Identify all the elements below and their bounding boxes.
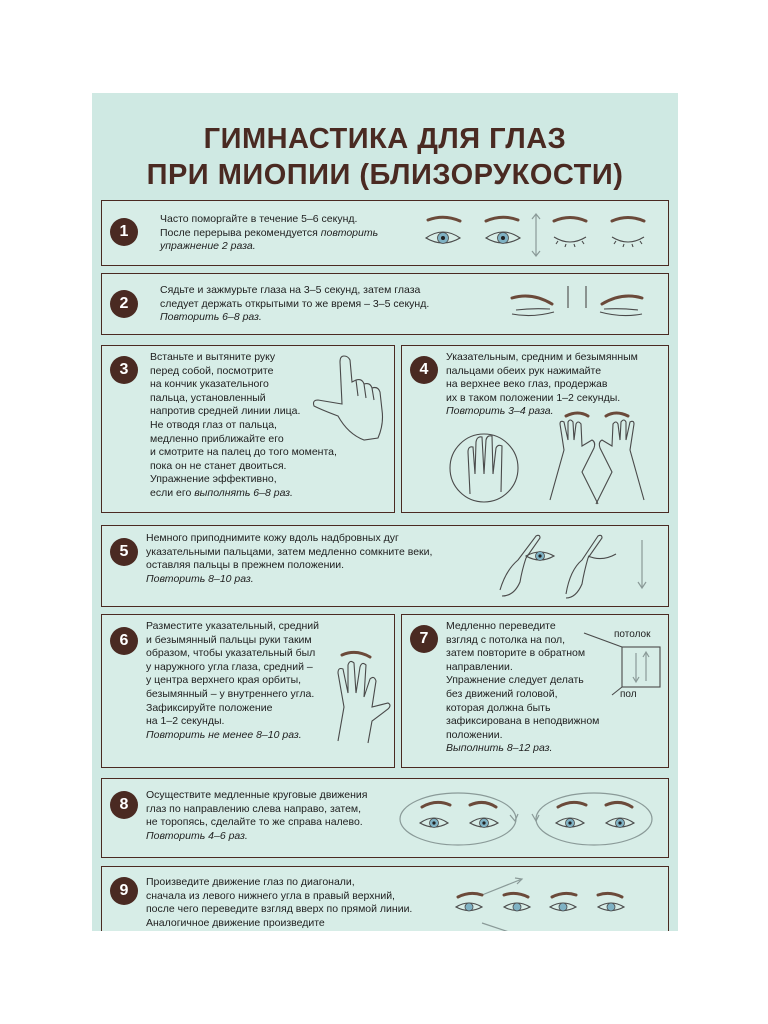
arrow-icon bbox=[633, 652, 649, 682]
exercise-number-badge: 4 bbox=[410, 356, 438, 384]
eye-icon bbox=[420, 818, 448, 828]
exercise-number-badge: 9 bbox=[110, 877, 138, 905]
exercise-card-7 bbox=[401, 614, 669, 768]
exercise-card-9 bbox=[101, 866, 669, 931]
diagonal-motion-illustration bbox=[452, 873, 652, 931]
exercise-text: Разместите указательный, средний и безымянный пальцы руки таким образом, чтобы указательный был у наружного угла глаза, средний – у центра верхнего края орбиты, безымянный – у внутреннего угла. Зафиксируйте положение на 1–2 секунды. Повторить не менее 8–10 раз. bbox=[146, 620, 320, 741]
exercise-text: Встаньте и вытяните руку перед собой, посмотрите на кончик указательного пальца, установленный напротив средней линии лица. Не отводя глаз от пальца, медленно приближайте его и смотрите на палец до того момента, пока он не станет двоиться. Упражнение эффективно, если его выполнять 6–8 раз. bbox=[150, 351, 337, 499]
circular-motion-illustration bbox=[396, 785, 658, 851]
eye-icon bbox=[556, 818, 584, 828]
eye-icon bbox=[598, 893, 624, 911]
exercise-number-badge: 3 bbox=[110, 356, 138, 384]
closed-eye-icon bbox=[600, 296, 642, 316]
exercise-text: Произведите движение глаз по диагонали, сначала из левого нижнего угла в правый верхний, после чего переведите взгляд вверх по прямой линии. Аналогичное движение произведите bbox=[146, 876, 413, 929]
hands-on-eyes-illustration bbox=[542, 410, 652, 506]
eye-icon bbox=[550, 893, 576, 911]
exercise-number-badge: 5 bbox=[110, 538, 138, 566]
exercise-card-6 bbox=[101, 614, 395, 768]
exercise-text: Указательным, средним и безымянным пальцами обеих рук нажимайте на верхнее веко глаз, продержав их в таком положении 1–2 секунды. Повторить 3–4 раза. bbox=[446, 351, 638, 418]
floor-label: пол bbox=[620, 689, 637, 700]
arrow-icon bbox=[532, 214, 540, 256]
exercise-card-1 bbox=[101, 200, 669, 266]
exercise-card-3 bbox=[101, 345, 395, 513]
ceiling-label: потолок bbox=[614, 629, 651, 640]
exercise-card-8 bbox=[101, 778, 669, 858]
exercise-text: Медленно переведите взгляд с потолка на пол, затем повторите в обратном направлении. Упражнение следует делать без движений головой, которая должна быть зафиксирована в неподвижном положении. Выполнить 8–12 раз. bbox=[446, 620, 600, 755]
closed-eye-icon bbox=[554, 218, 586, 248]
exercise-number-badge: 1 bbox=[110, 218, 138, 246]
closed-eye-icon bbox=[612, 218, 644, 248]
exercise-number-badge: 8 bbox=[110, 791, 138, 819]
page-title bbox=[92, 121, 678, 193]
eye-icon bbox=[606, 818, 634, 828]
eye-icon bbox=[426, 217, 460, 243]
closed-eye-icon bbox=[512, 296, 554, 316]
exercise-card-4 bbox=[401, 345, 669, 513]
exercise-text: Осуществите медленные круговые движения глаз по направлению слева направо, затем, не торопясь, сделайте то же справа налево. Повторить 4–6 раз. bbox=[146, 789, 368, 842]
eye-icon bbox=[486, 217, 520, 243]
poster bbox=[92, 93, 678, 931]
eye-icon bbox=[470, 818, 498, 828]
exercise-text: Часто поморгайте в течение 5–6 секунд. После перерыва рекомендуется повторить упражнение 2 раза. bbox=[160, 213, 379, 253]
squint-illustration bbox=[502, 282, 652, 328]
exercise-card-5 bbox=[101, 525, 669, 607]
room-diagram bbox=[582, 633, 666, 703]
exercise-number-badge: 6 bbox=[110, 627, 138, 655]
hand-icon bbox=[328, 649, 394, 745]
closed-eye-icon bbox=[588, 554, 616, 559]
eye-icon bbox=[456, 893, 482, 911]
exercise-text: Немного приподнимите кожу вдоль надбровных дуг указательными пальцами, затем медленно сомкните веки, оставляя пальцы в прежнем положении. Повторить 8–10 раз. bbox=[146, 532, 433, 585]
fingers-on-eyelid-illustration bbox=[446, 430, 526, 504]
exercise-number-badge: 2 bbox=[110, 290, 138, 318]
exercise-number-badge: 7 bbox=[410, 625, 438, 653]
arrow-icon bbox=[638, 540, 646, 588]
hand-icon bbox=[308, 352, 390, 444]
blink-illustration bbox=[416, 211, 656, 257]
exercise-text: Сядьте и зажмурьте глаза на 3–5 секунд, затем глаза следует держать открытыми то же время – 3–5 секунд. Повторить 6–8 раз. bbox=[160, 284, 430, 324]
title-line-2: ПРИ МИОПИИ (БЛИЗОРУКОСТИ) bbox=[146, 159, 624, 191]
eye-icon bbox=[504, 893, 530, 911]
brow-lift-illustration bbox=[496, 530, 656, 602]
exercise-card-2 bbox=[101, 273, 669, 335]
title-line-1: ГИМНАСТИКА ДЛЯ ГЛАЗ bbox=[203, 123, 567, 155]
